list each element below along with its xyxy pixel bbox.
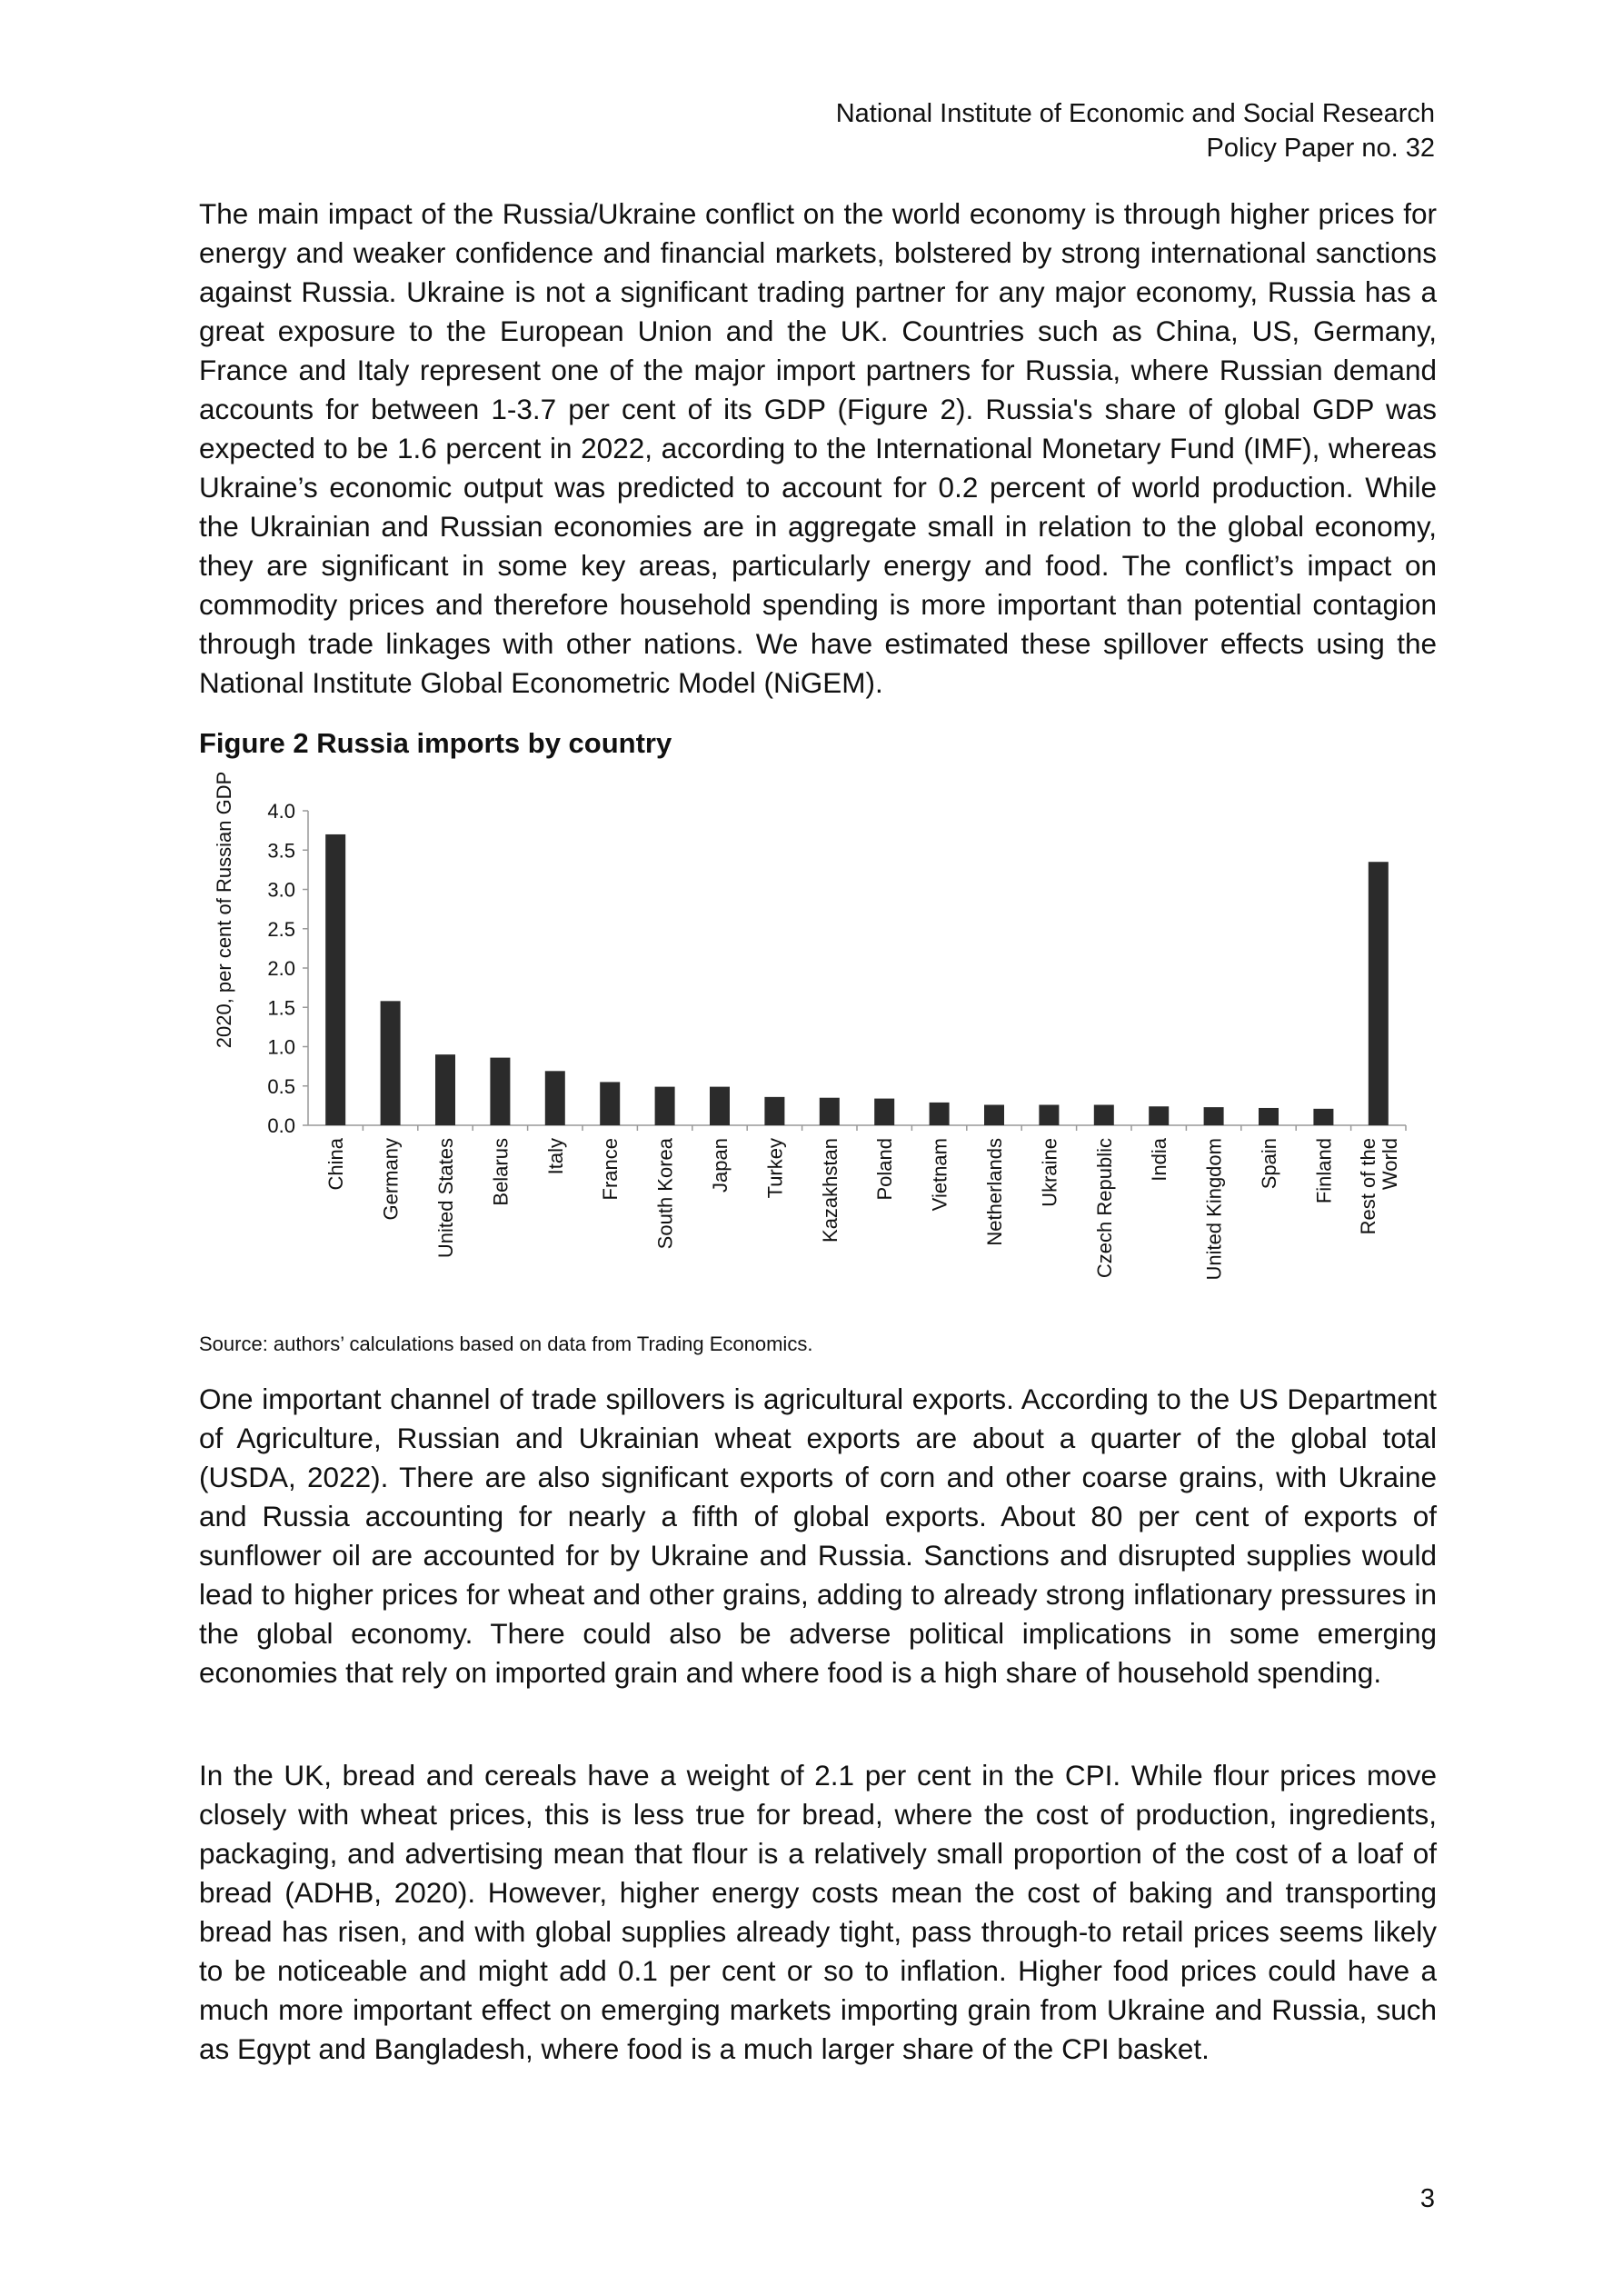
bar-united-states: [435, 1054, 455, 1125]
bar-india: [1149, 1106, 1169, 1125]
bar-ukraine: [1039, 1105, 1059, 1125]
y-tick-label: 0.5: [267, 1074, 295, 1098]
x-tick-label: Japan: [709, 1138, 732, 1193]
y-tick-label: 3.5: [267, 839, 295, 863]
x-tick-label: Poland: [873, 1138, 897, 1201]
bar-czech-republic: [1094, 1105, 1114, 1125]
bar-poland: [874, 1099, 894, 1125]
chart-axes: [303, 811, 1406, 1131]
x-tick-label: Spain: [1258, 1138, 1280, 1190]
bar-finland: [1313, 1109, 1333, 1125]
figure-source: Source: authors’ calculations based on data from Trading Economics.: [199, 1333, 813, 1355]
bar-france: [600, 1082, 620, 1125]
bar-turkey: [764, 1097, 784, 1125]
y-tick-label: 2.5: [267, 917, 295, 941]
bar-germany: [381, 1001, 401, 1125]
bar-japan: [710, 1087, 730, 1125]
y-tick-labels: [267, 800, 295, 1137]
x-tick-labels: [324, 1137, 1401, 1280]
y-tick-label: 1.0: [267, 1035, 295, 1059]
y-axis-label: 2020, per cent of Russian GDP: [213, 771, 235, 1049]
bar-kazakhstan: [820, 1098, 840, 1125]
x-tick-label: France: [599, 1138, 622, 1201]
bar-china: [325, 834, 345, 1125]
body-paragraph-3: In the UK, bread and cereals have a weight of 2.1 per cent in the CPI. While flour prices move closely with wheat prices, this is less true for bread, where the cost of production, ingredients, packaging, and advertising mean that flour is a relatively small proportion of the cost of a loaf of bread (ADHB, 2020). However, higher energy costs mean the cost of baking and transporting bread has risen, and with global supplies already tight, pass through-to retail prices seems likely to be noticeable and might add 0.1 per cent or so to inflation. Higher food prices could have a much more important effect on emerging markets importing grain from Ukraine and Russia, such as Egypt and Bangladesh, where food is a much larger share of the CPI basket.: [199, 1759, 1437, 2065]
y-tick-label: 0.0: [267, 1114, 295, 1137]
bar-united-kingdom: [1204, 1107, 1224, 1125]
bar-belarus: [490, 1058, 510, 1125]
bar-rest-of-the-world: [1369, 862, 1389, 1125]
x-tick-label: Rest of the: [1356, 1138, 1379, 1235]
bar-netherlands: [984, 1105, 1004, 1125]
x-tick-label: Czech Republic: [1092, 1138, 1116, 1279]
x-tick-label: China: [324, 1138, 348, 1191]
x-tick-label: Ukraine: [1038, 1138, 1061, 1207]
x-tick-label: Belarus: [489, 1138, 513, 1206]
body-paragraph-2: One important channel of trade spillovers is agricultural exports. According to the US Department of Agriculture, Russian and Ukrainian wheat exports are about a quarter of the global total (USDA, 2022). There are also significant exports of corn and other coarse grains, with Ukraine and Russia accounting for nearly a fifth of global exports. About 80 per cent of exports of sunflower oil are accounted for by Ukraine and Russia. Sanctions and disrupted supplies would lead to higher prices for wheat and other grains, adding to already strong inflationary pressures in the global economy. There could also be adverse political implications in some emerging economies that rely on imported grain and where food is a high share of household spending.: [199, 1383, 1437, 1689]
y-tick-label: 3.0: [267, 878, 295, 902]
x-tick-label: Vietnam: [928, 1138, 951, 1212]
header-paper-number: Policy Paper no. 32: [1206, 134, 1435, 163]
x-tick-label: Netherlands: [983, 1138, 1006, 1246]
y-tick-label: 1.5: [267, 996, 295, 1020]
x-tick-label: Italy: [543, 1138, 567, 1175]
page-number: 3: [1419, 2184, 1435, 2213]
figure-title: Figure 2 Russia imports by country: [199, 727, 672, 759]
bar-spain: [1259, 1108, 1279, 1125]
x-tick-label: Germany: [379, 1138, 403, 1221]
x-tick-label: World: [1378, 1138, 1401, 1191]
x-tick-label: Kazakhstan: [818, 1138, 841, 1243]
bar-south-korea: [655, 1087, 675, 1125]
x-tick-label: South Korea: [653, 1138, 677, 1250]
y-tick-label: 4.0: [267, 800, 295, 823]
header-institute: National Institute of Economic and Social Research: [835, 99, 1435, 128]
bar-italy: [545, 1071, 565, 1125]
x-tick-label: United States: [434, 1138, 457, 1259]
body-paragraph-1: The main impact of the Russia/Ukraine conflict on the world economy is through higher prices for energy and weaker confidence and financial markets, bolstered by strong international sanctions against Russia. Ukraine is not a significant trading partner for any major economy, Russia has a great exposure to the European Union and the UK. Countries such as China, US, Germany, France and Italy represent one of the major import partners for Russia, where Russian demand accounts for between 1-3.7 per cent of its GDP (Figure 2). Russia's share of global GDP was expected to be 1.6 percent in 2022, according to the International Monetary Fund (IMF), whereas Ukraine’s economic output was predicted to account for 0.2 percent of world production. While the Ukrainian and Russian economies are in aggregate small in relation to the global economy, they are significant in some key areas, particularly energy and food. The conflict’s impact on commodity prices and therefore household spending is more important than potential contagion through trade linkages with other nations. We have estimated these spillover effects using the National Institute Global Econometric Model (NiGEM).: [199, 197, 1437, 699]
x-tick-label: India: [1148, 1138, 1171, 1182]
y-tick-label: 2.0: [267, 957, 295, 980]
x-tick-label: United Kingdom: [1202, 1138, 1226, 1281]
running-header: [836, 96, 1435, 165]
chart-bars: [325, 834, 1389, 1125]
x-tick-label: Finland: [1312, 1138, 1336, 1204]
bar-vietnam: [930, 1103, 950, 1125]
russia-imports-bar-chart: [199, 771, 1437, 1316]
x-tick-label: Turkey: [763, 1138, 787, 1199]
